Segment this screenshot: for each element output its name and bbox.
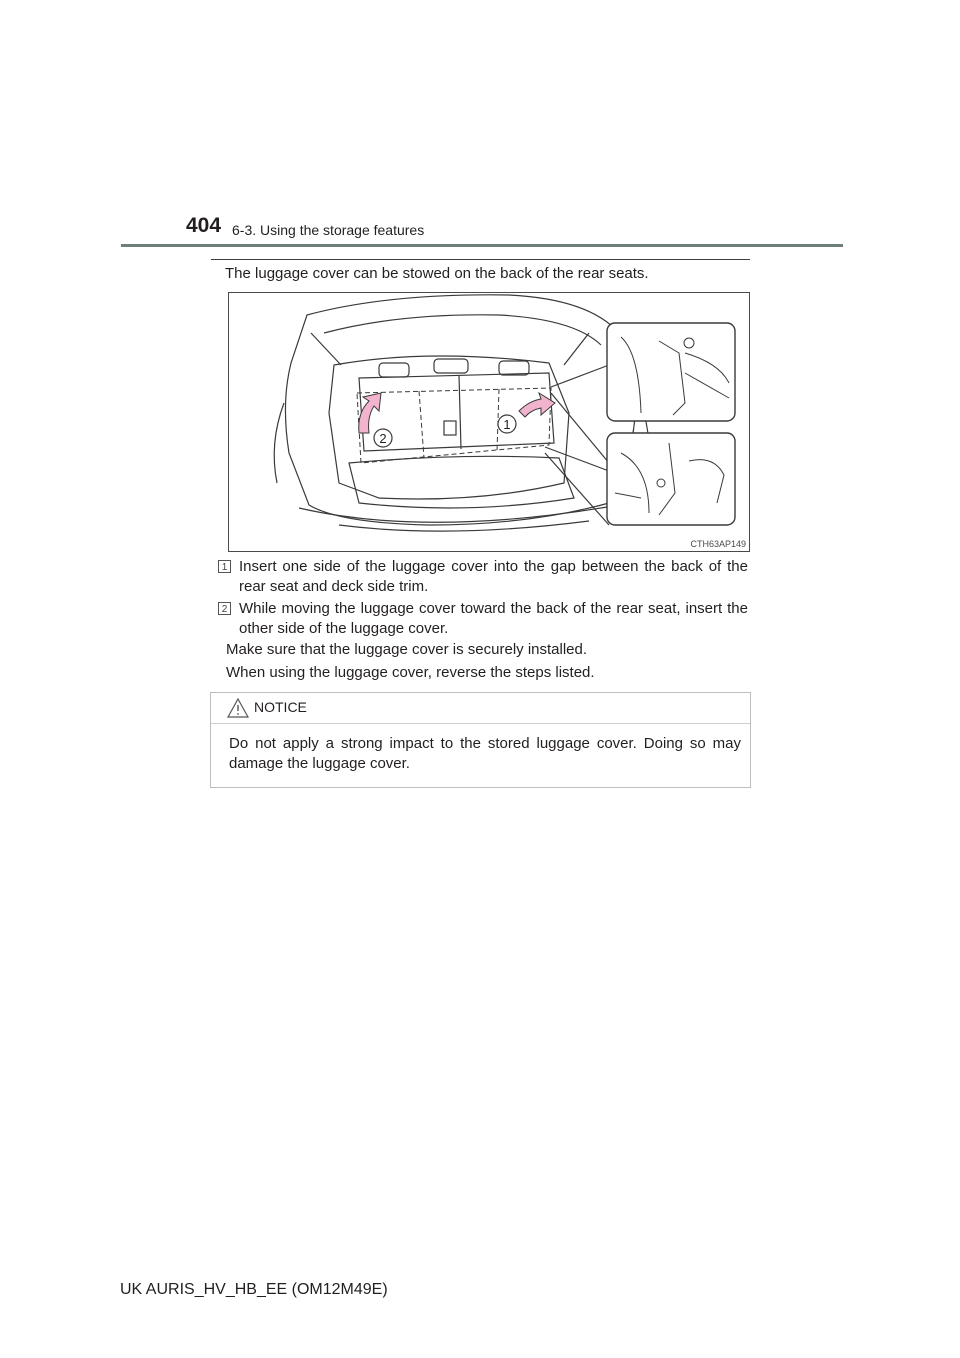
note-secure-install: Make sure that the luggage cover is securely installed.: [226, 641, 588, 658]
notice-title: NOTICE: [254, 699, 307, 715]
car-trunk-drawing: [229, 293, 749, 551]
notice-header: [211, 693, 750, 724]
notice-text: Do not apply a strong impact to the stored luggage cover. Doing so may damage the luggage cover.: [229, 735, 741, 772]
figure-callout-1: 1: [503, 417, 511, 432]
page-number: 404: [186, 214, 222, 237]
note-reverse-steps: When using the luggage cover, reverse the steps listed.: [226, 664, 595, 681]
section-title: 6-3. Using the storage features: [232, 222, 425, 238]
warning-triangle-icon: [227, 698, 249, 718]
figure-callout-2: 2: [379, 431, 387, 446]
intro-rule: [211, 259, 750, 260]
step-1-number: 1: [218, 560, 231, 573]
step-2-text: While moving the luggage cover toward the back of the rear seat, insert the other side of the luggage cover.: [239, 600, 748, 637]
luggage-cover-illustration: [228, 292, 750, 552]
step-1-text: Insert one side of the luggage cover into the gap between the back of the rear seat and deck side trim.: [239, 558, 748, 595]
step-2: [218, 599, 748, 639]
step-1: [218, 557, 748, 597]
figure-code: CTH63AP149: [690, 539, 746, 549]
notice-box: [210, 692, 751, 788]
step-2-number: 2: [218, 602, 231, 615]
intro-text: The luggage cover can be stowed on the back of the rear seats.: [225, 265, 649, 282]
header-rule: [121, 244, 843, 247]
footer-model-code: UK AURIS_HV_HB_EE (OM12M49E): [120, 1281, 388, 1298]
